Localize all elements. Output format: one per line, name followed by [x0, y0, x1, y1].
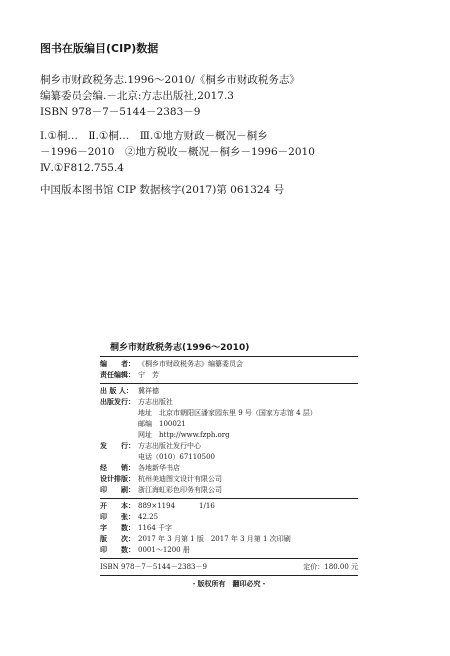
format-value-2: 1/16: [199, 502, 215, 510]
cip-line-1: 桐乡市财政税务志.1996～2010/《桐乡市财政税务志》: [40, 74, 300, 86]
distribute-value: 方志出版社发行中心: [138, 442, 201, 450]
copyright-notice: ・版权所有 翻印必究・: [190, 580, 268, 588]
cip-classification: Ⅳ.①F812.755.4: [40, 162, 124, 174]
format-value: 889×1194: [138, 502, 176, 510]
copies-label: 印 数：: [100, 546, 135, 554]
address: 地址 北京市朝阳区潘家园东里 9 号（国家方志馆 4 层）: [138, 409, 317, 417]
design-row: [100, 474, 358, 485]
price: 定价：180.00 元: [303, 563, 358, 571]
publish-label: 出版发行：: [100, 398, 135, 406]
sheets-value: 42.25: [138, 513, 159, 521]
sheets-row: [100, 512, 358, 523]
editor-row: [100, 359, 358, 370]
phone: 电话（010）67110500: [138, 453, 215, 461]
divider: [100, 383, 358, 384]
design-label: 设计排版：: [100, 475, 135, 483]
seller-label: 经 销：: [100, 464, 135, 472]
address-row: [100, 408, 358, 419]
cip-isbn: ISBN 978－7－5144－2383－9: [40, 106, 201, 118]
print-label: 印 刷：: [100, 486, 135, 494]
edition-label: 版 次：: [100, 535, 135, 543]
book-title: 桐乡市财政税务志(1996～2010): [110, 343, 250, 353]
publish-value: 方志出版社: [138, 398, 173, 406]
isbn: ISBN 978－7－5144－2383－9: [100, 563, 207, 571]
cip-title: 图书在版编目(CIP)数据: [40, 42, 159, 55]
cip-subject-line-2: －1996－2010 ②地方税收－概况－桐乡－1996－2010: [40, 146, 315, 158]
cip-subject-line-1: Ⅰ.①桐… Ⅱ.①桐… Ⅲ.①地方财政－概况－桐乡: [40, 130, 268, 142]
edition-value: 2017 年 3 月第 1 版 2017 年 3 月第 1 次印刷: [138, 535, 291, 543]
cip-record-number: 中国版本图书馆 CIP 数据核字(2017)第 061324 号: [40, 184, 285, 196]
cip-line-2: 编纂委员会编.－北京:方志出版社,2017.3: [40, 90, 234, 102]
postcode-row: [100, 419, 358, 430]
phone-row: [100, 452, 358, 463]
website: 网址 http://www.fzph.org: [138, 431, 230, 439]
words-label: 字 数：: [100, 524, 135, 532]
copies-value: 0001～1200 册: [138, 546, 190, 554]
distribute-row: [100, 441, 358, 452]
publish-row: [100, 397, 358, 408]
edition-row: [100, 534, 358, 545]
design-value: 杭州美迪图文设计有限公司: [138, 475, 222, 483]
seller-value: 各地新华书店: [138, 464, 180, 472]
format-label: 开 本：: [100, 502, 135, 510]
words-row: [100, 523, 358, 534]
divider: [100, 575, 358, 576]
sheets-label: 印 张：: [100, 513, 135, 521]
words-value: 1164 千字: [138, 524, 173, 532]
imprint-block: [100, 340, 358, 589]
isbn-price-row: [100, 561, 358, 573]
divider: [100, 558, 358, 559]
responsible-editor-value: 宁 芳: [138, 371, 159, 379]
editor-value: 《桐乡市财政税务志》编纂委员会: [138, 360, 243, 368]
website-row: [100, 430, 358, 441]
editor-label: 编 者：: [100, 360, 135, 368]
publisher-person-label: 出 版 人：: [100, 387, 133, 395]
cip-block: [40, 40, 420, 198]
format-row: [100, 501, 358, 512]
publisher-person-value: 冀祥德: [138, 387, 159, 395]
divider: [100, 356, 358, 357]
responsible-editor-row: [100, 370, 358, 381]
publisher-person-row: [100, 386, 358, 397]
divider: [100, 498, 358, 499]
responsible-editor-label: 责任编辑：: [100, 371, 135, 379]
copies-row: [100, 545, 358, 556]
postcode: 邮编 100021: [138, 420, 186, 428]
print-value: 浙江海虹彩色印务有限公司: [138, 486, 222, 494]
seller-row: [100, 463, 358, 474]
distribute-label: 发 行：: [100, 442, 135, 450]
print-row: [100, 485, 358, 496]
